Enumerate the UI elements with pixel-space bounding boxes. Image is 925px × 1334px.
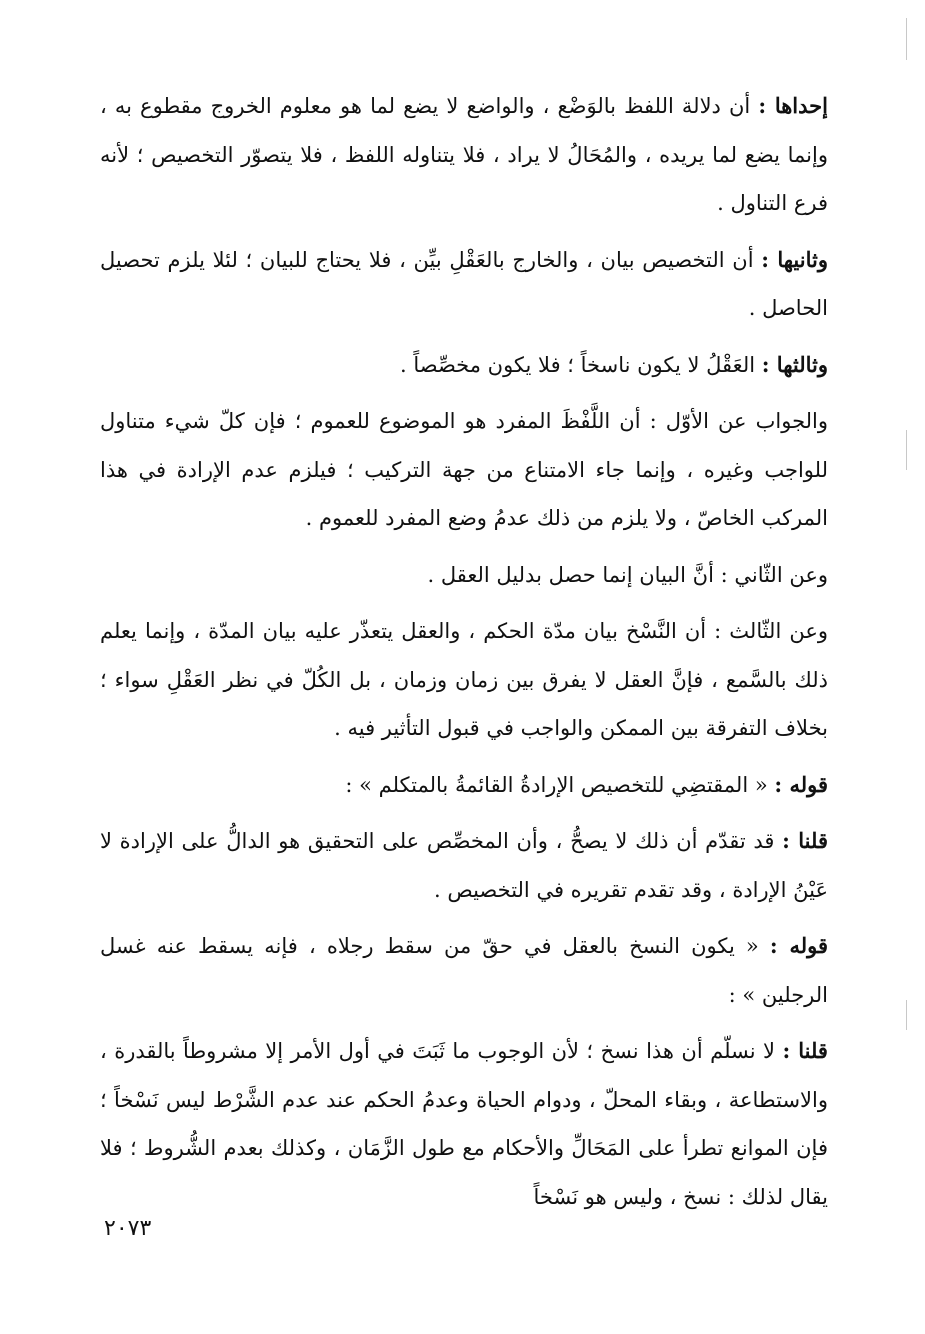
paragraph-lead: قوله : [769,933,828,958]
paragraph-answer-second [100,551,828,600]
paragraph-text: أن التخصيص بيان ، والخارج بالعَقْلِ بيِّن ، فلا يحتاج للبيان ؛ لئلا يلزم تحصيل الحاصل . [100,247,828,320]
paragraph-quote-intent [100,761,828,810]
paragraph-text: والجواب عن الأوّل : أن اللَّفْظَ المفرد هو الموضوع للعموم ؛ فإن كلّ شيء متناول للواجب وغيره ، وإنما جاء الامتناع من جهة التركيب ؛ فيلزم عدم الإرادة في هذا المركب الخاصّ ، ولا يلزم من ذلك عدمُ وضع المفرد للعموم . [100,409,828,530]
paragraph-lead: وثانيها : [761,246,828,272]
paragraph-reply-intent [100,817,828,914]
paragraph-quote-abrogation [100,922,828,1019]
paragraph-text: العَقْلُ لا يكون ناسخاً ؛ فلا يكون مخصِّصاً . [400,352,756,377]
paragraph-lead: قوله : [774,771,828,797]
paragraph-second-reason [100,236,828,333]
paragraph-text: « المقتضِي للتخصيص الإرادةُ القائمةُ بالمتكلم » : [345,772,768,797]
paragraph-text: « يكون النسخ بالعقل في حقّ من سقط رجلاه ، فإنه يسقط عنه غسل الرجلين » : [100,934,828,1007]
paragraph-lead: وثالثها : [761,351,828,377]
scan-edge-line [906,430,907,470]
paragraph-third-reason [100,341,828,390]
page-number: ٢٠٧٣ [104,1216,152,1241]
paragraph-reply-abrogation [100,1027,828,1221]
paragraph-first-reason [100,82,828,228]
paragraph-answer-first [100,397,828,543]
scan-edge-line [906,1000,907,1030]
page-body [100,82,828,1229]
paragraph-lead: إحداها : [758,93,828,118]
paragraph-answer-third [100,607,828,753]
paragraph-lead: قلنا : [782,828,828,853]
paragraph-text: وعن الثّاني : أنَّ البيان إنما حصل بدليل العقل . [427,562,828,587]
scan-edge-line [906,18,907,60]
paragraph-text: قد تقدّم أن ذلك لا يصحُّ ، وأن المخصِّص على التحقيق هو الدالُّ على الإرادة لا عَيْنُ الإرادة ، وقد تقدم تقريره في التخصيص . [100,829,828,902]
paragraph-text: وعن الثّالث : أن النَّسْخ بيان مدّة الحكم ، والعقل يتعذّر عليه بيان المدّة ، وإنما يعلم ذلك بالسَّمع ، فإنَّ العقل لا يفرق بين زمان وزمان ، بل الكُلّ في نظر العَقْلِ سواء ؛ بخلاف التفرقة بين الممكن والواجب في قبول التأثير فيه . [100,619,828,740]
paragraph-lead: قلنا : [782,1038,828,1063]
paragraph-text: أن دلالة اللفظ بالوَضْع ، والواضع لا يضع لما هو معلوم الخروج مقطوع به ، وإنما يضع لما يريده ، والمُحَالُ لا يراد ، فلا يتناوله اللفظ ، فلا يتصوّر التخصيص ؛ لأنه فرع التناول . [100,94,828,215]
paragraph-text: لا نسلّم أن هذا نسخ ؛ لأن الوجوب ما ثَبَتَ في أول الأمر إلا مشروطاً بالقدرة ، والاستطاعة ، وبقاء المحلّ ، ودوام الحياة وعدمُ الحكم عند عدم الشَّرْط ليس نَسْخاً ؛ فإن الموانع تطرأ على المَحَالِّ والأحكام مع طول الزَّمَان ، وكذلك بعدم الشُّروط ؛ فلا يقال لذلك : نسخ ، وليس هو نَسْخاً [100,1039,828,1209]
